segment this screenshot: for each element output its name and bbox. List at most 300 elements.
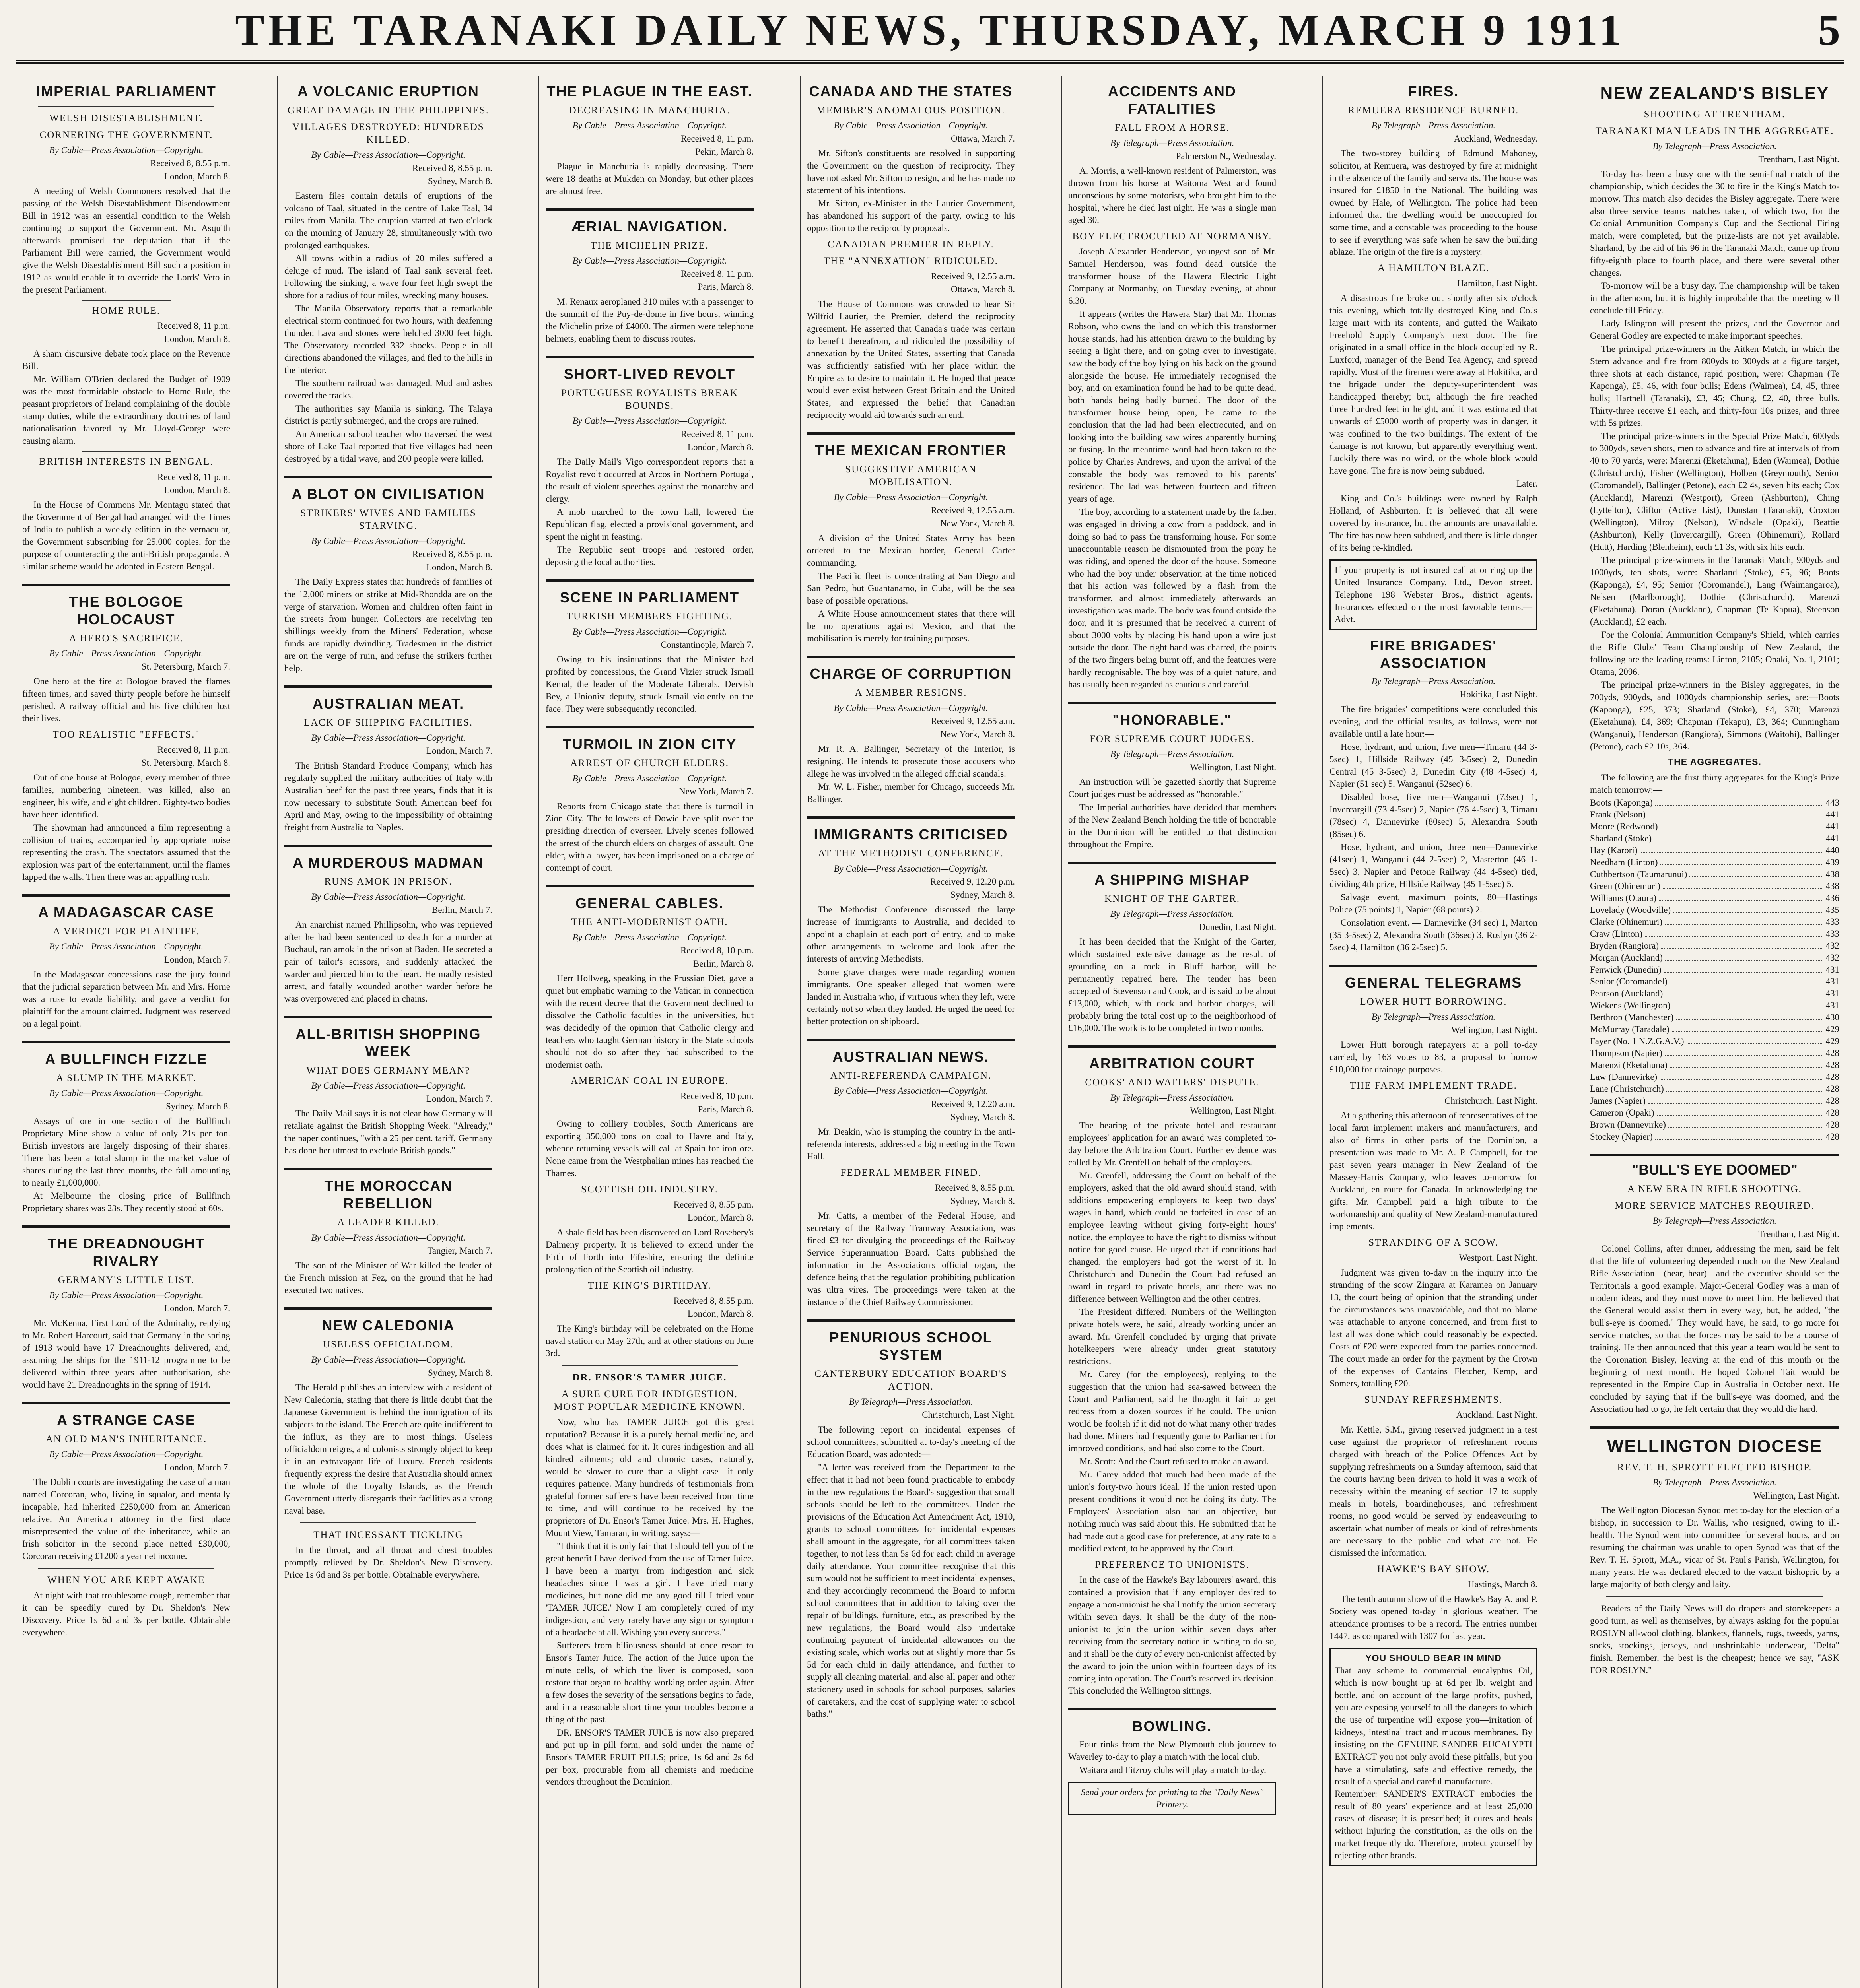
aggregate-row	[1590, 868, 1839, 880]
advert-heading: YOU SHOULD BEAR IN MIND	[1365, 1653, 1502, 1663]
leader-dots	[1664, 964, 1823, 973]
headline-australian-meat: AUSTRALIAN MEAT.	[312, 695, 465, 712]
paragraph: A division of the United States Army has been ordered to the Mexican border, General Carter commanding.	[807, 533, 1015, 568]
paragraph: The principal prize-winners in the Aitken Match, in which the Stern advance and fire from 800yds to 300yds at a figure target, three shots at each distance, rapid position, were: Chapman (Te Kaponga), £5, 46, with four bulls; Edens (Waimea), £4, 45, three bulls; Hartnell (Taranaki), £3, 45; Chung, £2, 40, three bulls. Thirty-three receive £1 each, and thirty-four 10s prizes, and three with 5s prizes.	[1590, 344, 1839, 428]
paragraph: In the case of the Hawke's Bay labourers' award, this contained a provision that if any employer desired to engage a non-unionist he shall notify the union secretary within seven days. It shall be the duty of the non-unionist to join the union within seven days after receiving from the secretary notice in writing to do so, and it shall be the duty of every non-unionist affected by the award to join the union within fourteen days of its coming into operation. The Court's reserved its decision. This concluded the Wellington sittings.	[1068, 1575, 1276, 1696]
dateline: Wellington, Last Night.	[1190, 1106, 1276, 1116]
aggregate-score: 441	[1825, 810, 1839, 819]
paragraph: Owing to his insinuations that the Minister had profited by concessions, the Grand Vizier struck Ismail Kemal, the leader of the Moderate Liberals. Dervish Bey, a Unionist deputy, struck Ismail violently on the face. They were subsequently reconciled.	[546, 654, 754, 714]
subhead: DECREASING IN MANCHURIA.	[569, 105, 731, 116]
advert-text: Remember: SANDER'S EXTRACT embodies the result of 80 years' experience and at least 25,000 cases of disease; it is prescribed; it cures and heals without injuring the constitution, as the oils on the market frequently do. Therefore, protect yourself by rejecting other brands.	[1335, 1789, 1532, 1860]
byline: By Cable—Press Association—Copyright.	[49, 1449, 204, 1459]
headline-canada-and-the-states: CANADA AND THE STATES	[809, 83, 1013, 99]
dateline: Sydney, March 8.	[950, 1112, 1015, 1122]
headline-moroccan-rebellion: THE MOROCCAN REBELLION	[324, 1178, 453, 1211]
paragraph: All towns within a radius of 20 miles suffered a deluge of mud. The island of Taal sank several feet. Following the sinking, a wave four feet high swept the shore for a radius of four miles, wrecking many houses.	[284, 253, 492, 300]
paragraph: An instruction will be gazetted shortly that Supreme Court judges must be addressed as "honorable."	[1068, 777, 1276, 799]
dateline: Wellington, Last Night.	[1190, 762, 1276, 772]
byline: By Cable—Press Association—Copyright.	[572, 773, 727, 783]
dateline: New York, March 8.	[940, 729, 1015, 739]
aggregate-score: 428	[1825, 1084, 1839, 1094]
paragraph: It has been decided that the Knight of the Garter, which sustained extensive damage as the result of grounding on a rock in Bluff harbor, will be permanently repaired here. The tender has been accepted of Stevenson and Cook, and is said to be about £13,000, which, with dock and harbor charges, will probably bring the total cost up to the neighborhood of £16,000. The work is to be completed in two months.	[1068, 937, 1276, 1033]
paragraph: The following report on incidental expenses of school committees, submitted at to-day's meeting of the Education Board, was adopted:—	[807, 1425, 1015, 1459]
aggregate-name: Bryden (Rangiora)	[1590, 941, 1659, 951]
received: Received 8, 11 p.m.	[157, 321, 230, 331]
paragraph: A sham discursive debate took place on the Revenue Bill.	[22, 349, 230, 371]
paragraph: In the throat, and all throat and chest troubles promptly relieved by Dr. Sheldon's New Discovery. Price 1s 6d and 3s per bottle. Obtainable everywhere.	[284, 1545, 492, 1580]
dateline: London, March 7.	[426, 1094, 492, 1104]
paragraph: The principal prize-winners in the Taranaki Match, 900yds and 1000yds, ten shots, were: Sharland (Stoke), £5, 96; Boots (Kaponga), £4, 95; Senior (Coromandel), Lang (Waimangaroa), Nelsen (Marlborough), Dothie (Christchurch), Marenzi (Eketahuna), Doran (Auckland), Chapman (Te Kapua), Steenson (Auckland), £2 each.	[1590, 555, 1839, 627]
column-7	[1584, 76, 1845, 1988]
paragraph: Eastern files contain details of eruptions of the volcano of Taal, situated in the centre of Lake Taal, 34 miles from Manila. The eruption started at two o'clock on the morning of January 28, simultaneously with two prolonged earthquakes.	[284, 191, 492, 250]
subhead: GREAT DAMAGE IN THE PHILIPPINES.	[288, 105, 489, 116]
paragraph: The Herald publishes an interview with a resident of New Caledonia, stating that there is little doubt that the Japanese Government is behind the immigration of its subjects to the island. The French are quite indifferent to the influx, as they are to most things. Useless officialdom reigns, and colonists strongly object to keep it in an extravagant life of luxury. French residents frequently express the desire that Australia should annex the whole of the Loyalty Islands, as the French Government utterly disregards their facilities as a strong naval base.	[284, 1382, 492, 1516]
column-5	[1061, 76, 1283, 1988]
subhead: THE FARM IMPLEMENT TRADE.	[1350, 1080, 1517, 1091]
subhead: CORNERING THE GOVERNMENT.	[39, 130, 213, 140]
subhead: USELESS OFFICIALDOM.	[323, 1339, 454, 1350]
paragraph: Mr. Scott: And the Court refused to make an award.	[1079, 1456, 1269, 1466]
byline: By Telegraph—Press Association.	[1371, 120, 1496, 130]
subhead: VILLAGES DESTROYED: HUNDREDS KILLED.	[292, 122, 484, 145]
paragraph: One hero at the fire at Bologoe braved the flames fifteen times, and saved thirty people before he himself perished. A railway official and his five children lost their lives.	[22, 676, 230, 723]
subhead: REV. T. H. SPROTT ELECTED BISHOP.	[1617, 1462, 1812, 1473]
aggregate-row	[1590, 1035, 1839, 1047]
leader-dots	[1663, 880, 1823, 889]
dateline: Berlin, March 8.	[693, 959, 754, 969]
byline: By Cable—Press Association—Copyright.	[311, 1233, 466, 1242]
aggregate-score: 431	[1825, 965, 1839, 975]
headline-bowling: BOWLING.	[1132, 1718, 1212, 1734]
byline: By Cable—Press Association—Copyright.	[572, 627, 727, 637]
headline-new-caledonia: NEW CALEDONIA	[322, 1317, 455, 1334]
received: Received 8, 8.55 p.m.	[150, 158, 230, 168]
received: Received 8, 11 p.m.	[680, 429, 754, 439]
headline-bologoe-holocaust: THE BOLOGOE HOLOCAUST	[69, 594, 184, 627]
aggregate-score: 430	[1825, 1012, 1839, 1022]
aggregate-name: James (Napier)	[1590, 1096, 1646, 1106]
byline: By Cable—Press Association—Copyright.	[311, 733, 466, 743]
dateline: Sydney, March 8.	[950, 1196, 1015, 1206]
subhead: TURKISH MEMBERS FIGHTING.	[566, 611, 733, 622]
headline-fires: FIRES.	[1408, 83, 1459, 99]
dateline: Paris, March 8.	[698, 1104, 754, 1114]
paragraph: Plague in Manchuria is rapidly decreasing. There were 18 deaths at Mukden on Monday, but other places are almost free.	[546, 161, 754, 196]
paragraph: Mr. Catts, a member of the Federal House, and secretary of the Railway Tramway Association, was fined £3 for divulging the proceedings of the Railway Service Superannuation Board. Catts published the information in the Association's official organ, the defence being that the regulation prohibiting publication was ultra vires. The proceedings were taken at the instance of the Chief Railway Commissioner.	[807, 1211, 1015, 1307]
column-2	[277, 76, 499, 1988]
subhead: REMUERA RESIDENCE BURNED.	[1348, 105, 1519, 116]
aggregate-name: Law (Dannevirke)	[1590, 1072, 1658, 1082]
subhead: PREFERENCE TO UNIONISTS.	[1095, 1559, 1250, 1570]
headline-plague-in-the-east: THE PLAGUE IN THE EAST.	[546, 83, 753, 99]
paragraph: The Pacific fleet is concentrating at San Diego and San Pedro, but Guantanamo, in Cuba, will be the sea base of possible operations.	[807, 571, 1015, 606]
paragraph: Colonel Collins, after dinner, addressing the men, said he felt that the life of volunteering depended much on the New Zealand Rifle Association—(hear, hear)—and the executive should set the Territorials a good example. Major-General Godley was a man of modern ideas, and they must move to meet him. He believed that the General would assist them in every way, but, he added, "the bull's-eye is doomed." They would have, he said, to go more for service matches, so that the forces may be said to be a course of training. He then announced that this year a team would be sent to the Coronation Bisley, leaving at the end of this month or the beginning of next month. He hoped Colonel Tait would be represented in the Empire Cup in Australia in October next. He concluded by saying that if the bull's-eye was doomed, and the Association had to go, he felt certain that they would die hard.	[1590, 1244, 1839, 1414]
aggregate-score: 428	[1825, 1132, 1839, 1142]
paragraph: The Methodist Conference discussed the large increase of immigrants to Australia, and decided to appoint a chaplain at each port of entry, and to make other arrangements to welcome and look after the interests of arriving Methodists.	[807, 905, 1015, 964]
dateline: Wellington, Last Night.	[1451, 1025, 1537, 1035]
received: Received 8, 8.55 p.m.	[412, 163, 492, 173]
paragraph: To-morrow will be a busy day. The championship will be taken in the afternoon, but it is highly improbable that the meeting will conclude till Friday.	[1590, 281, 1839, 315]
dateline: London, March 8.	[687, 442, 754, 452]
paragraph: The Dublin courts are investigating the case of a man named Corcoran, who, living in squalor, and mentally incapable, had inherited £250,000 from an American relative. An American attorney in the first place misrepresented the value of the inheritance, while an Irish solicitor in the second place netted £30,000, Corcoran receiving £1200 a year net income.	[22, 1477, 230, 1561]
paragraph: An anarchist named Phillipsohn, who was reprieved after he had been sentenced to death for a murder at Buchaul, ran amok in the prison at Baden. He secreted a pair of tailor's scissors, and suddenly attacked the warder and pierced him to the heart. He madly resisted arrest, and fatally wounded another warder before he was overpowered and placed in chains.	[284, 920, 492, 1004]
paragraph: A. Morris, a well-known resident of Palmerston, was thrown from his horse at Waitoma West and found unconscious by some motorists, who brought him to the hospital, where he died last night. He was a single man aged 30.	[1068, 166, 1276, 225]
aggregate-row	[1590, 1107, 1839, 1119]
aggregate-score: 429	[1825, 1024, 1839, 1034]
dateline: London, March 7.	[164, 1303, 230, 1313]
byline: By Cable—Press Association—Copyright.	[49, 942, 204, 951]
aggregate-name: Green (Ohinemuri)	[1590, 881, 1660, 891]
aggregate-row	[1590, 833, 1839, 845]
aggregate-name: Pearson (Auckland)	[1590, 988, 1663, 998]
paragraph: Mr. Sifton's constituents are resolved in supporting the Government on the question of reciprocity. They have not asked Mr. Sifton to resign, and he has made no statement of his intentions.	[807, 148, 1015, 195]
headline-murderous-madman: A MURDEROUS MADMAN	[293, 854, 484, 871]
dateline: Berlin, March 7.	[431, 905, 492, 915]
paragraph: Owing to colliery troubles, South Americans are exporting 350,000 tons on coal to Havre and Italy, whence returning vessels will call at Spain for iron ore. None came from the Westphalian mines has reached the Thames.	[546, 1119, 754, 1178]
aggregates-heading: THE AGGREGATES.	[1668, 757, 1761, 767]
received: Received 9, 12.20 p.m.	[930, 877, 1015, 887]
aggregate-score: 432	[1825, 953, 1839, 963]
aggregate-score: 432	[1825, 941, 1839, 951]
aggregate-row	[1590, 904, 1839, 916]
subhead: A LEADER KILLED.	[337, 1217, 439, 1228]
byline: By Telegraph—Press Association.	[1110, 749, 1234, 759]
aggregate-score: 431	[1825, 988, 1839, 998]
leader-dots	[1666, 1083, 1823, 1092]
subhead: TARANAKI MAN LEADS IN THE AGGREGATE.	[1595, 126, 1834, 136]
dateline: Later.	[1516, 479, 1537, 489]
byline: By Cable—Press Association—Copyright.	[311, 892, 466, 902]
dateline: St. Petersburg, March 8.	[141, 758, 230, 768]
byline: By Cable—Press Association—Copyright.	[572, 416, 727, 426]
headline-short-lived-revolt: SHORT-LIVED REVOLT	[564, 366, 736, 382]
received: Received 9, 12.55 a.m.	[931, 505, 1015, 515]
leader-dots	[1673, 904, 1823, 913]
byline: By Cable—Press Association—Copyright.	[572, 120, 727, 130]
subhead: AT THE METHODIST CONFERENCE.	[818, 848, 1004, 859]
leader-dots	[1657, 1107, 1823, 1116]
headline-imperial-parliament: IMPERIAL PARLIAMENT	[36, 83, 216, 99]
dateline: Tangier, March 7.	[427, 1246, 492, 1256]
paragraph: The southern railroad was damaged. Mud and ashes covered the tracks.	[284, 378, 492, 400]
paragraph: At night with that troublesome cough, remember that it can be speedily cured by Dr. Sheldon's New Discovery. Price 1s 6d and 3s per bottle. Obtainable everywhere.	[22, 1590, 230, 1637]
paragraph: The hearing of the private hotel and restaurant employees' application for an award was completed to-day before the Arbitration Court. Further evidence was called by Mr. Grenfell on behalf of the employers.	[1068, 1120, 1276, 1167]
aggregate-name: Williams (Otaura)	[1590, 893, 1657, 903]
paragraph: In the House of Commons Mr. Montagu stated that the Government of Bengal had arranged with the Times of India to publish a weekly edition in the vernacular, the Government subscribing for 25,000 copies, for the purpose of counteracting the anti-British propaganda. A similar scheme would be adopted in Eastern Bengal.	[22, 500, 230, 571]
paragraph: Salvage event, maximum points, 80—Hastings Police (75 points) 1, Napier (68 points) 2.	[1329, 892, 1537, 914]
subhead: HAWKE'S BAY SHOW.	[1377, 1564, 1490, 1574]
headline-australian-news: AUSTRALIAN NEWS.	[832, 1048, 989, 1065]
paragraph: Four rinks from the New Plymouth club journey to Waverley to-day to play a match with the local club.	[1068, 1740, 1276, 1762]
subhead: DR. ENSOR'S TAMER JUICE.	[572, 1372, 727, 1383]
aggregate-name: Marenzi (Eketahuna)	[1590, 1060, 1668, 1070]
dateline: Paris, March 8.	[698, 282, 754, 292]
subhead: SCOTTISH OIL INDUSTRY.	[581, 1184, 718, 1195]
leader-dots	[1668, 1119, 1823, 1128]
dateline: London, March 8.	[687, 1309, 754, 1319]
column-4	[800, 76, 1021, 1988]
paragraph: Lady Islington will present the prizes, and the Governor and General Godley are expected to make important speeches.	[1590, 318, 1839, 341]
aggregate-row	[1590, 856, 1839, 868]
byline: By Telegraph—Press Association.	[1371, 1012, 1496, 1022]
paragraph: Mr. Carey added that much had been made of the union's forty-two hours ideal. If the union rested upon present conditions it would not be doing its duty. The Employers' Association also had an objective, but nothing much was said about this. He submitted that he had made out a good case for preference, at any rate to a modified extent, to be approved by the Court.	[1068, 1470, 1276, 1553]
aggregate-name: Craw (Linton)	[1590, 929, 1643, 939]
subhead: ANTI-REFERENDA CAMPAIGN.	[830, 1070, 992, 1081]
paragraph: M. Renaux aeroplaned 310 miles with a passenger to the summit of the Puy-de-dome in five hours, winning the Michelin prize of £4000. The airmen were telephone helmets, enabling them to discuss routes.	[546, 297, 754, 344]
subhead: CANTERBURY EDUCATION BOARD'S ACTION.	[814, 1369, 1007, 1392]
paragraph: The British Standard Produce Company, which has regularly supplied the military authorities of Italy with Australian beef for the past three years, finds that it is now necessary to substitute South American beef for April and May, owing to the impossibility of obtaining freight from Australia to Naples.	[284, 761, 492, 832]
dateline: Sydney, March 8.	[428, 1368, 492, 1378]
aggregate-score: 435	[1825, 905, 1839, 915]
leader-dots	[1654, 833, 1823, 841]
dateline: Hokitika, Last Night.	[1460, 689, 1537, 699]
paragraph: Disabled hose, five men—Wanganui (73sec) 1, Invercargill (73 4-5sec) 2, Napier (76 4-5sec) 3, Timaru (78sec) 4, Dannevirke (80sec) 5, Alexandra South (85sec) 6.	[1329, 792, 1537, 839]
aggregate-row	[1590, 976, 1839, 988]
paragraph: Mr. William O'Brien declared the Budget of 1909 was the most formidable obstacle to Home Rule, the peasant proprietors of Ireland complaining of the double stamp duties, while the extraordinary doctrines of land nationalisation favored by Mr. Lloyd-George were causing alarm.	[22, 374, 230, 446]
advert-printery	[1068, 1782, 1276, 1815]
leader-dots	[1673, 1000, 1823, 1008]
subhead: AN OLD MAN'S INHERITANCE.	[45, 1434, 207, 1444]
headline-volcanic-eruption: A VOLCANIC ERUPTION	[297, 83, 479, 99]
byline: By Cable—Press Association—Copyright.	[311, 1355, 466, 1365]
leader-dots	[1640, 845, 1823, 853]
aggregate-row	[1590, 1131, 1839, 1143]
advert-insurance	[1329, 559, 1537, 630]
subhead: THE MICHELIN PRIZE.	[591, 240, 709, 251]
paragraph: To-day has been a busy one with the semi-final match of the championship, which decides the 30 to fire in the King's Match to-morrow. This match also decides the Bisley aggregate. There were also three service teams matches taken, of which two, for the Colonial Ammunition Company's Cup and the Sectional Firing match, were completed, but the prize-lists are not yet available. Sharland, by the aid of his 96 in the Taranaki Match, came up from fifty-eighth place to fourth place, and there were several other changes.	[1590, 169, 1839, 278]
advert-text: Send your orders for printing to the "Daily News" Printery.	[1081, 1787, 1264, 1809]
paragraph: Joseph Alexander Henderson, youngest son of Mr. Samuel Henderson, was found dead outside the transformer house of the Hawera Electric Light Company at Normanby, on Tuesday evening, at about 6.30.	[1068, 247, 1276, 306]
paragraph: Hose, hydrant, and union, five men—Timaru (44 3-5sec) 1, Hillside Railway (45 3-5sec) 2, Dunedin Central (45 3-5sec) 3, Dunedin City (48 4-5sec) 4, Napier (51 sec) 5, Wanganui (52sec) 6.	[1329, 742, 1537, 789]
leader-dots	[1665, 916, 1823, 925]
subhead: AMERICAN COAL IN EUROPE.	[570, 1076, 729, 1086]
byline: By Telegraph—Press Association.	[1110, 1093, 1234, 1103]
paragraph: The Daily Mail says it is not clear how Germany will retaliate against the British Shopping Week. "Already," the paper continues, "with a 25 per cent. tariff, Germany has done her utmost to exclude British goods."	[284, 1109, 492, 1155]
aggregate-name: Sharland (Stoke)	[1590, 833, 1652, 843]
aggregate-row	[1590, 1000, 1839, 1011]
leader-dots	[1645, 928, 1823, 937]
subhead: SUGGESTIVE AMERICAN MOBILISATION.	[845, 464, 977, 487]
paragraph: The Wellington Diocesan Synod met to-day for the election of a bishop, in succession to Dr. Wallis, who resigned, owing to ill-health. The Synod went into committee for several hours, and on resuming the chairman was unable to open Synod was that of the Rev. T. H. Sprott, M.A., vicar of St. Paul's Parish, Wellington, for many years. He was declared elected to the vacant bishopric by a large majority of both clergy and laity.	[1590, 1505, 1839, 1589]
aggregate-row	[1590, 809, 1839, 821]
subhead: A VERDICT FOR PLAINTIFF.	[53, 926, 200, 937]
aggregate-name: Cuthbertson (Taumarunui)	[1590, 869, 1687, 879]
subhead: FALL FROM A HORSE.	[1115, 122, 1230, 133]
dateline: London, March 8.	[164, 334, 230, 344]
paragraph: Hose, hydrant, and union, three men—Dannevirke (41sec) 1, Wanganui (44 2-5sec) 2, Masterton (46 1-5sec) 3, Napier and Petone Railway (44 4-5sec) tied, dividing 4th prize, Hillside Railway (45 1-5sec) 5.	[1329, 842, 1537, 889]
paragraph: Mr. Kettle, S.M., giving reserved judgment in a test case against the proprietor of refreshment rooms charged with breach of the Police Offences Act by supplying refreshments on a Sunday afternoon, said that the courts having been driven to hold it was a work of necessity within the meaning of section 17 to supply meals in hotels, boardinghouses, and refreshment rooms, no good would be served by endeavouring to ascertain what number of meals or kind of refreshments are necessary to the public and what are not. He dismissed the information.	[1329, 1425, 1537, 1558]
aggregate-row	[1590, 988, 1839, 1000]
aggregate-name: Frank (Nelson)	[1590, 810, 1646, 819]
headline-arbitration-court: ARBITRATION COURT	[1089, 1055, 1256, 1072]
aggregate-name: Cameron (Opaki)	[1590, 1108, 1654, 1118]
subhead: MEMBER'S ANOMALOUS POSITION.	[816, 105, 1005, 116]
dateline: New York, March 7.	[679, 786, 754, 796]
subhead: LOWER HUTT BORROWING.	[1360, 996, 1507, 1007]
subhead: A MEMBER RESIGNS.	[855, 687, 967, 698]
dateline: Pekin, March 8.	[695, 147, 754, 157]
aggregate-row	[1590, 797, 1839, 809]
subhead: THE ANTI-MODERNIST OATH.	[571, 917, 728, 928]
paragraph: Mr. McKenna, First Lord of the Admiralty, replying to Mr. Robert Harcourt, said that Germany in the spring of 1913 would have 17 Dreadnoughts delivered, and, assuming the ships for the 1911-12 programme to be delivered within three years after authorisation, she would have 21 Dreadnoughts in the spring of 1914.	[22, 1318, 230, 1390]
paragraph: The Daily Mail's Vigo correspondent reports that a Royalist revolt occurred at Arcos in Northern Portugal, the result of violent speeches against the monarchy and clergy.	[546, 457, 754, 504]
aggregate-score: 429	[1825, 1036, 1839, 1046]
headline-fire-brigades-association: FIRE BRIGADES' ASSOCIATION	[1370, 637, 1497, 671]
aggregate-score: 438	[1825, 869, 1839, 879]
headline-penurious-school-system: PENURIOUS SCHOOL SYSTEM	[829, 1329, 993, 1363]
paragraph: A disastrous fire broke out shortly after six o'clock this evening, which totally destroyed King and Co.'s large mart with its contents, and gutted the Waikato Freehold Supply Company's next door. The fire originated in a small office in the block occupied by R. Luxford, manager of the Bend Tea Agency, and spread rapidly. Most of the firemen were away at Hokitika, and the brigade under the deputy-superintendent was handicapped thereby; but, although the fire reached three hundred feet in height, and it was estimated that upwards of £5000 worth of property was in danger, it was confined to the two buildings. The extent of the damage is not known, but apparently everything went. Luckily there was no wind, or the whole block would have gone. The fire is now being subdued.	[1329, 293, 1537, 476]
subhead: LACK OF SHIPPING FACILITIES.	[303, 717, 473, 728]
byline: By Telegraph—Press Association.	[1110, 909, 1234, 919]
aggregate-score: 441	[1825, 821, 1839, 831]
paragraph: King and Co.'s buildings were owned by Ralph Holland, of Ashburton. It is believed that all were covered by insurance, but the amounts are unavailable. The fire has now been subdued, and there is little danger of its being re-kindled.	[1329, 493, 1537, 553]
headline-honorable: "HONORABLE."	[1112, 712, 1232, 728]
paragraph: The tenth autumn show of the Hawke's Bay A. and P. Society was opened to-day in glorious weather. The attendance promises to be a record. The entries number 1447, as compared with 1307 for last year.	[1329, 1594, 1537, 1641]
byline: By Cable—Press Association—Copyright.	[834, 703, 988, 713]
aggregate-score: 431	[1825, 1000, 1839, 1010]
aggregate-score: 439	[1825, 857, 1839, 867]
subhead: TOO REALISTIC "EFFECTS."	[52, 729, 200, 740]
column-3	[538, 76, 760, 1988]
received: Received 8, 10 p.m.	[680, 1091, 754, 1101]
paragraph: It appears (writes the Hawera Star) that Mr. Thomas Robson, who owns the land on which this transformer house stands, had his attention drawn to the building by seeing a light there, and on going over to investigate, saw the body of the boy lying on his back on the ground alongside the house. He immediately recognised the boy, and on examination found he had to be quite dead, both hands being badly burned. The door of the transformer house being open, he came to the conclusion that the lad had been electrocuted, and on looking into the building saw wires apparently burning or fusing. In the meantime word had been taken to the police by Charles Andrews, and upon the arrival of the constable the body was removed to his parents' residence. The lad was between fourteen and fifteen years of age.	[1068, 309, 1276, 504]
headline-strange-case: A STRANGE CASE	[57, 1412, 196, 1428]
aggregate-name: Wiekens (Wellington)	[1590, 1000, 1671, 1010]
dateline: Dunedin, Last Night.	[1199, 922, 1276, 932]
paragraph: "A letter was received from the Department to the effect that it had not been found practicable to embody in the new regulations the Board's suggestion that small schools should be left to the committees. Under the provisions of the Education Act Amendment Act, 1910, grants to school committees for incidental expenses shall amount in the aggregate, for all committees taken together, to not less than 5s 6d for each child in average daily attendance. Your committee recognise that this sum would not be sufficient to meet incidental expenses, and they accordingly recommend the Board to inform school committees that in addition to taking over the repair of buildings, furniture, etc., as prescribed by the new regulations, the Board would also undertake continuing payment of incidental allowances on the existing scale, which works out at slightly more than 5s 5d for each child in daily attendance, and further to supply all cleaning material, and also all paper and other stationery used in schools for school purposes, salaries of caretakers, and the cost of supplying water to school baths."	[807, 1462, 1015, 1719]
byline: By Cable—Press Association—Copyright.	[834, 864, 988, 874]
headline-general-cables: GENERAL CABLES.	[575, 895, 724, 911]
aggregate-row	[1590, 1083, 1839, 1095]
paragraph: Mr. W. L. Fisher, member for Chicago, succeeds Mr. Ballinger.	[807, 782, 1015, 804]
leader-dots	[1687, 1035, 1823, 1044]
paragraph: Mr. Sifton, ex-Minister in the Laurier Government, has abandoned his support of the party, owing to his opposition to the reciprocity proposals.	[807, 198, 1015, 233]
byline: By Telegraph—Press Association.	[1371, 676, 1496, 686]
byline: By Cable—Press Association—Copyright.	[311, 150, 466, 160]
dateline: London, March 7.	[164, 1462, 230, 1472]
aggregate-name: Morgan (Auckland)	[1590, 953, 1663, 963]
aggregate-row	[1590, 880, 1839, 892]
subhead: MORE SERVICE MATCHES REQUIRED.	[1615, 1200, 1815, 1211]
masthead	[16, 0, 1844, 64]
subhead: THE KING'S BIRTHDAY.	[588, 1280, 711, 1291]
paragraph: Judgment was given to-day in the inquiry into the stranding of the scow Zingara at Karamea on January 13, the court being of opinion that the stranding under the circumstances was unavoidable, and that no blame was attachable to anyone concerned, and from first to last all was done which could reasonably be expected. Costs of £20 were expected from the parties concerned. The court made an order for the payment by the Crown of the expenses of Captains Fletcher, Kemp, and Somers, totalling £20.	[1329, 1268, 1537, 1388]
headline-immigrants-criticised: IMMIGRANTS CRITICISED	[814, 826, 1008, 843]
aggregate-name: Hay (Karori)	[1590, 845, 1638, 855]
aggregate-name: Clarke (Ohinemuri)	[1590, 917, 1663, 927]
headline-all-british-shopping-week: ALL-BRITISH SHOPPING WEEK	[295, 1026, 481, 1060]
aggregate-row	[1590, 845, 1839, 856]
aggregate-score: 428	[1825, 1072, 1839, 1082]
aggregate-name: Lane (Christchurch)	[1590, 1084, 1664, 1094]
paragraph: Lower Hutt borough ratepayers at a poll to-day carried, by 163 votes to 83, a proposal to borrow £10,000 for drainage purposes.	[1329, 1040, 1537, 1074]
subhead: STRANDING OF A SCOW.	[1368, 1237, 1498, 1248]
aggregate-score: 443	[1825, 798, 1839, 808]
paragraph: The fire brigades' competitions were concluded this evening, and the official results, as follows, were not available until a late hour:—	[1329, 704, 1537, 739]
aggregate-score: 428	[1825, 1048, 1839, 1058]
received: Received 8, 11 p.m.	[680, 134, 754, 144]
headline-general-telegrams: GENERAL TELEGRAMS	[1345, 975, 1522, 991]
dateline: London, March 7.	[426, 746, 492, 756]
leader-dots	[1660, 856, 1823, 865]
paragraph: Mr. R. A. Ballinger, Secretary of the Interior, is resigning. He intends to prosecute those accusers who allege he was involved in the alleged official scandals.	[807, 744, 1015, 779]
dateline: Sydney, March 8.	[950, 890, 1015, 900]
aggregate-name: McMurray (Taradale)	[1590, 1024, 1670, 1034]
headline-wellington-diocese: WELLINGTON DIOCESE	[1607, 1437, 1823, 1456]
dateline: London, March 8.	[426, 562, 492, 572]
paragraph: Sufferers from biliousness should at once resort to Ensor's Tamer Juice. The action of the Juice upon the minute cells, of which the liver is composed, soon restore that organ to healthy working order again. After a few doses the severity of the sensations begins to fade, and in a reasonable short time your troubles become a thing of the past.	[546, 1640, 754, 1724]
subhead: A HAMILTON BLAZE.	[1378, 263, 1489, 274]
headline-shipping-mishap: A SHIPPING MISHAP	[1094, 872, 1250, 888]
subhead: A SLUMP IN THE MARKET.	[56, 1073, 196, 1083]
paragraph: The Imperial authorities have decided that members of the New Zealand Bench holding the title of honorable in the Dominion will be entitled to that distinction throughout the Empire.	[1068, 802, 1276, 849]
paragraph: The two-storey building of Edmund Mahoney, solicitor, at Remuera, was destroyed by fire at midnight in the absence of the family and servants. The house was insured for £1850 in the National. The building was owned by Hale, of Wellington. The police had been informed that the dwelling would be unoccupied for some time, and a constable was proceeding to the house to see if everything was safe when he saw the building ablaze. The origin of the fire is a mystery.	[1329, 148, 1537, 257]
dateline: Ottawa, March 7.	[951, 134, 1015, 144]
dateline: Ottawa, March 8.	[951, 284, 1015, 294]
columns	[16, 76, 1844, 1988]
dateline: Auckland, Last Night.	[1456, 1410, 1537, 1420]
dateline: London, March 8.	[164, 485, 230, 495]
leader-dots	[1655, 1131, 1823, 1140]
paragraph: Mr. Deakin, who is stumping the country in the anti-referenda interests, addressed a big meeting in the Town Hall.	[807, 1127, 1015, 1161]
subhead: SUNDAY REFRESHMENTS.	[1364, 1394, 1503, 1405]
headline-aerial-navigation: ÆRIAL NAVIGATION.	[571, 218, 728, 235]
leader-dots	[1672, 1023, 1823, 1032]
aggregate-row	[1590, 1095, 1839, 1107]
headline-bullfinch-fizzle: A BULLFINCH FIZZLE	[45, 1051, 208, 1067]
dateline: Wellington, Last Night.	[1753, 1491, 1839, 1501]
subhead: WHAT DOES GERMANY MEAN?	[306, 1065, 470, 1076]
dateline: Palmerston N., Wednesday.	[1176, 151, 1276, 161]
aggregate-row	[1590, 1023, 1839, 1035]
paragraph: Waitara and Fitzroy clubs will play a match to-day.	[1079, 1765, 1266, 1775]
received: Received 8, 8.55 p.m.	[673, 1296, 754, 1306]
paragraph: Assays of ore in one section of the Bullfinch Proprietary Mine show a value of only 21s per ton. British investors are largely disposing of their shares. There has been a total slump in the market value of shares during the last three months, the fall amounting to nearly £1,000,000.	[22, 1116, 230, 1188]
paragraph: Reports from Chicago state that there is turmoil in Zion City. The followers of Dowie have split over the presiding direction of overseer. Lively scenes followed the arrest of the church elders on charges of assault. One elder, with a lawyer, has been imprisoned on a charge of contempt of court.	[546, 801, 754, 873]
aggregate-name: Fenwick (Dunedin)	[1590, 965, 1662, 975]
received: Received 8, 11 p.m.	[157, 745, 230, 755]
subhead: WELSH DISESTABLISHMENT.	[49, 113, 203, 124]
paragraph: An American school teacher who traversed the west shore of Lake Taal reported that five villages had been destroyed by a tidal wave, and 200 people were killed.	[284, 429, 492, 464]
subhead: RUNS AMOK IN PRISON.	[324, 876, 453, 887]
byline: By Cable—Press Association—Copyright.	[49, 648, 204, 658]
dateline: London, March 7.	[164, 955, 230, 965]
dateline: Sydney, March 8.	[165, 1101, 230, 1111]
paragraph: Mr. Carey (for the employees), replying to the suggestion that the union had sea-sawed between the Court and Parliament, said he thought it fair to get redress from a dozen sources if he could. The union would be foolish if it did not do what many other trades had done. Miners had frequently gone to Parliament for improved conditions, and had also come to the Court.	[1068, 1369, 1276, 1453]
byline: By Cable—Press Association—Copyright.	[572, 256, 727, 266]
subhead: CANADIAN PREMIER IN REPLY.	[828, 239, 994, 250]
dateline: St. Petersburg, March 7.	[141, 662, 230, 672]
received: Received 8, 8.55 p.m.	[412, 549, 492, 559]
headline-scene-in-parliament: SCENE IN PARLIAMENT	[560, 589, 740, 606]
headline-charge-of-corruption: CHARGE OF CORRUPTION	[810, 666, 1012, 682]
byline: By Cable—Press Association—Copyright.	[49, 1290, 204, 1300]
byline: By Telegraph—Press Association.	[1652, 141, 1777, 151]
aggregate-name: Brown (Dannevirke)	[1590, 1120, 1666, 1130]
dateline: Hamilton, Last Night.	[1457, 278, 1537, 288]
aggregate-row	[1590, 892, 1839, 904]
dateline: Auckland, Wednesday.	[1454, 134, 1537, 144]
subhead: A NEW ERA IN RIFLE SHOOTING.	[1627, 1184, 1802, 1194]
subhead: A HERO'S SACRIFICE.	[69, 633, 184, 644]
headline-accidents-and-fatalities: ACCIDENTS AND FATALITIES	[1108, 83, 1236, 117]
headline-bulls-eye-doomed: "BULL'S EYE DOOMED"	[1632, 1161, 1798, 1178]
aggregate-row	[1590, 940, 1839, 952]
paragraph: At Melbourne the closing price of Bullfinch Proprietary shares was 23s. They recently stood at 60s.	[22, 1191, 230, 1213]
subhead: STRIKERS' WIVES AND FAMILIES STARVING.	[300, 508, 476, 531]
byline: By Telegraph—Press Association.	[1652, 1216, 1777, 1226]
aggregate-row	[1590, 916, 1839, 928]
